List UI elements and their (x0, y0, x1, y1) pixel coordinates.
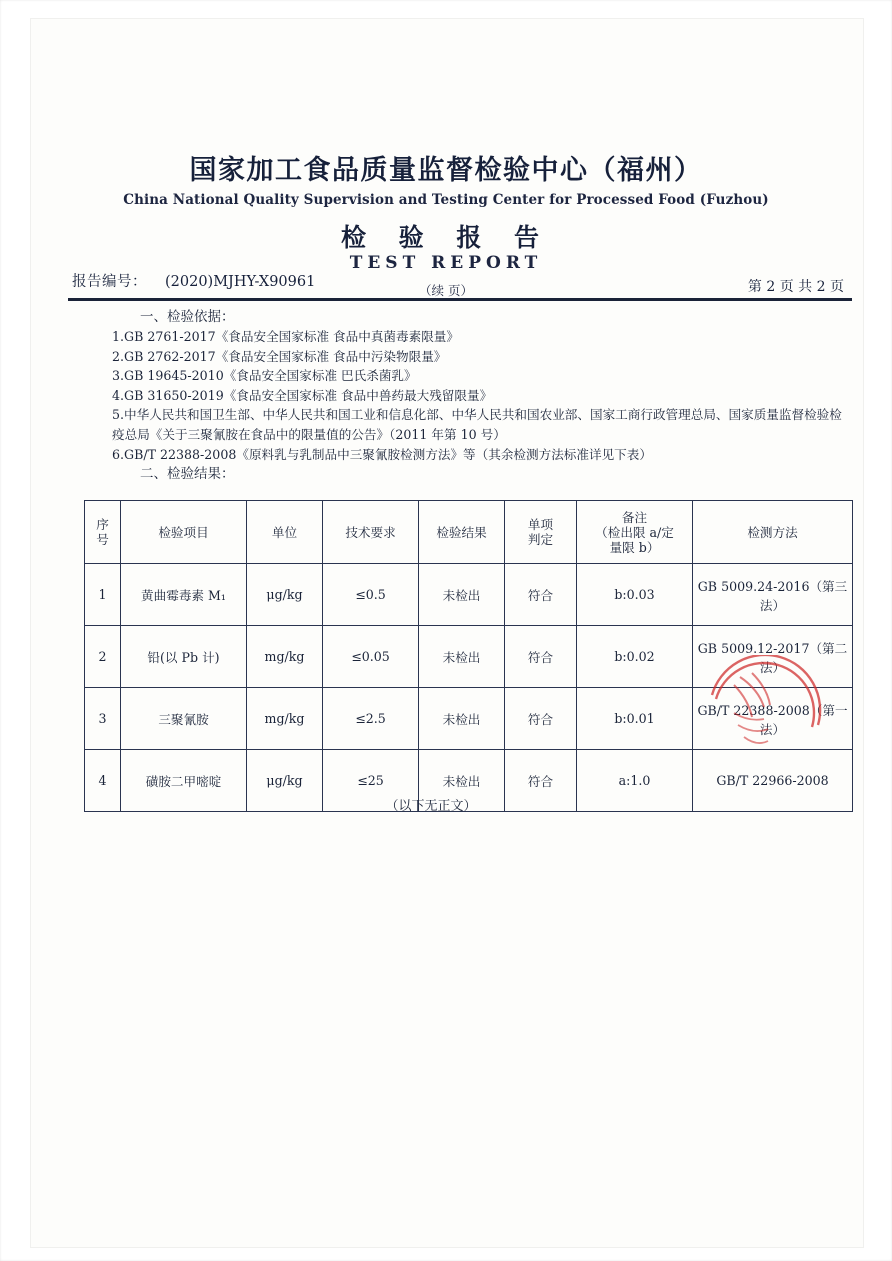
table-header-row (85, 501, 853, 564)
cell-unit: μg/kg (247, 564, 323, 626)
col-header-remark (577, 501, 693, 564)
report-number-value: (2020)MJHY-X90961 (165, 274, 316, 290)
center-name-chinese: 国家加工食品质量监督检验中心（福州） (189, 155, 703, 186)
col-header-no-line2: 号 (96, 532, 109, 547)
cell-remark: b:0.02 (577, 626, 693, 688)
cell-requirement: ≤25 (323, 750, 419, 812)
col-header-no-line1: 序 (96, 517, 109, 532)
cell-item: 铅(以 Pb 计) (121, 626, 247, 688)
cell-judge: 符合 (505, 626, 577, 688)
no-further-text-note: （以下无正文） (385, 799, 477, 814)
col-header-remark-line2: （检出限 a/定 (595, 524, 674, 540)
col-header-remark-line1: 备注 (621, 509, 648, 525)
cell-remark: b:0.01 (577, 688, 693, 750)
cell-item: 磺胺二甲嘧啶 (121, 750, 247, 812)
cell-no: 4 (85, 750, 121, 812)
col-header-judge (505, 501, 577, 564)
cell-method: GB/T 22966-2008 (693, 750, 853, 812)
section-title-results: 二、检验结果： (140, 466, 235, 482)
basis-item: 5.中华人民共和国卫生部、中华人民共和国工业和信息化部、中华人民共和国农业部、国家工商行政管理总局、国家质量监督检验检疫总局《关于三聚氰胺在食品中的限量值的公告》（2011 年第 10 号） (112, 407, 842, 442)
cell-requirement: ≤2.5 (323, 688, 419, 750)
report-title-chinese: 检 验 报 告 (340, 223, 552, 252)
cell-result: 未检出 (419, 688, 505, 750)
col-header-judge-line2: 判定 (527, 532, 554, 547)
col-header-unit: 单位 (247, 501, 323, 564)
col-header-remark-line3: 量限 b） (609, 539, 660, 555)
basis-item: 2.GB 2762-2017《食品安全国家标准 食品中污染物限量》 (112, 348, 447, 364)
cell-method: GB/T 22388-2008（第一法） (693, 688, 853, 750)
cell-unit: mg/kg (247, 688, 323, 750)
cell-result: 未检出 (419, 750, 505, 812)
table-row (85, 564, 853, 626)
cell-unit: μg/kg (247, 750, 323, 812)
col-header-judge-line1: 单项 (527, 517, 554, 532)
header-divider-rule (68, 298, 852, 301)
section-title-basis: 一、检验依据： (140, 309, 235, 325)
cell-judge: 符合 (505, 688, 577, 750)
col-header-result: 检验结果 (419, 501, 505, 564)
cell-method: GB 5009.24-2016（第三法） (693, 564, 853, 626)
basis-item: 1.GB 2761-2017《食品安全国家标准 食品中真菌毒素限量》 (112, 329, 459, 344)
cell-no: 3 (85, 688, 121, 750)
continued-page-marker: （续 页） (419, 283, 473, 298)
basis-list (112, 327, 852, 464)
cell-judge: 符合 (505, 750, 577, 812)
report-number-label: 报告编号： (72, 274, 147, 290)
report-title-english: TEST REPORT (349, 253, 543, 273)
table-row (85, 626, 853, 688)
results-table (84, 500, 853, 812)
basis-item: 3.GB 19645-2010《食品安全国家标准 巴氏杀菌乳》 (112, 368, 417, 384)
cell-item: 三聚氰胺 (121, 688, 247, 750)
col-header-method: 检测方法 (693, 501, 853, 564)
center-name-english: China National Quality Supervision and Testing Center for Processed Food (Fuzhou) (123, 192, 769, 208)
table-row (85, 688, 853, 750)
basis-item: 6.GB/T 22388-2008《原料乳与乳制品中三聚氰胺检测方法》等（其余检测方法标准详见下表） (112, 446, 652, 462)
col-header-no (85, 501, 121, 564)
cell-judge: 符合 (505, 564, 577, 626)
cell-no: 2 (85, 626, 121, 688)
cell-no: 1 (85, 564, 121, 626)
cell-result: 未检出 (419, 626, 505, 688)
cell-result: 未检出 (419, 564, 505, 626)
cell-method: GB 5009.12-2017（第二法） (693, 626, 853, 688)
cell-item: 黄曲霉毒素 M₁ (121, 564, 247, 626)
basis-item: 4.GB 31650-2019《食品安全国家标准 食品中兽药最大残留限量》 (112, 387, 493, 403)
cell-requirement: ≤0.05 (323, 626, 419, 688)
cell-requirement: ≤0.5 (323, 564, 419, 626)
cell-unit: mg/kg (247, 626, 323, 688)
col-header-requirement: 技术要求 (323, 501, 419, 564)
cell-remark: b:0.03 (577, 564, 693, 626)
cell-remark: a:1.0 (577, 750, 693, 812)
page-count: 第 2 页 共 2 页 (747, 279, 844, 295)
col-header-item: 检验项目 (121, 501, 247, 564)
